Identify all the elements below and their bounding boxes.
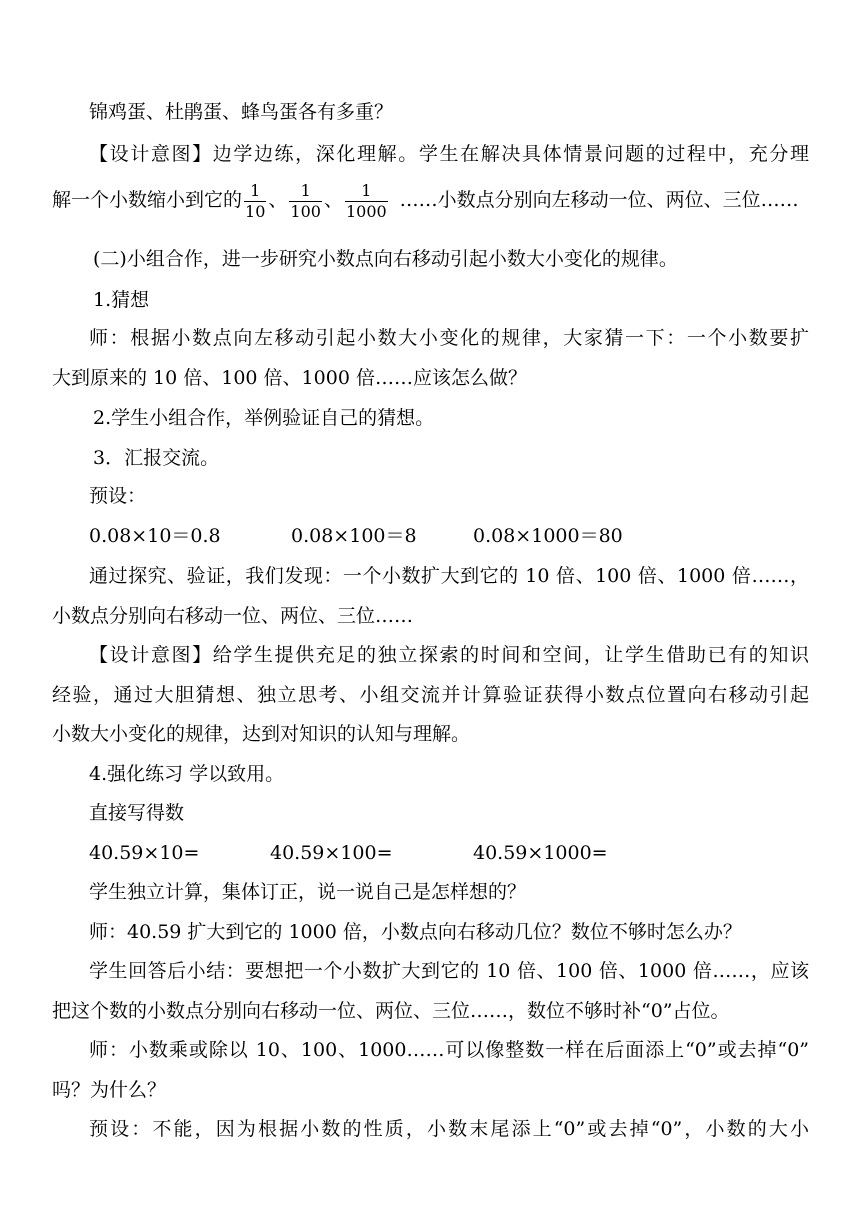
paragraph-line: 锦鸡蛋、杜鹃蛋、蜂鸟蛋各有多重？ <box>89 101 394 123</box>
fraction-line-suffix: ……小数点分别向左移动一位、两位、三位…… <box>399 189 799 211</box>
equation: 0.08×1000＝80 <box>473 525 623 547</box>
paragraph-line: 师：40.59 扩大到它的 1000 倍，小数点向右移动几位？数位不够时怎么办？ <box>89 921 742 943</box>
step-heading: 3．汇报交流。 <box>93 447 220 469</box>
paragraph-line: 小数点分别向右移动一位、两位、三位…… <box>52 605 414 627</box>
paragraph-line: 小数大小变化的规律，达到对知识的认知与理解。 <box>52 723 471 745</box>
fraction-line <box>52 180 799 222</box>
equation: 0.08×10＝0.8 <box>89 525 221 547</box>
design-intent-line: 【设计意图】边学边练，深化理解。学生在解决具体情景问题的过程中，充分理 <box>89 143 809 165</box>
paragraph-line: 师：小数乘或除以 10、100、1000……可以像整数一样在后面添上“0”或去掉“0” <box>89 1039 809 1061</box>
fraction-separator: 、 <box>323 189 343 211</box>
exercise-instruction: 直接写得数 <box>89 802 185 824</box>
fraction-one-thousandth: $\frac{1}{1000}$ <box>345 180 387 221</box>
paragraph-line: 吗？为什么？ <box>52 1079 167 1101</box>
paragraph-line: 预设：不能，因为根据小数的性质，小数末尾添上“0”或去掉“0”，小数的大小 <box>89 1118 809 1140</box>
paragraph-line: 通过探究、验证，我们发现：一个小数扩大到它的 10 倍、100 倍、1000 倍……， <box>89 565 809 587</box>
fraction-separator: 、 <box>268 189 288 211</box>
paragraph-line: 把这个数的小数点分别向右移动一位、两位、三位……，数位不够时补“0”占位。 <box>52 1000 730 1022</box>
paragraph-line: 学生独立计算，集体订正，说一说自己是怎样想的？ <box>89 881 527 903</box>
equation: 0.08×100＝8 <box>291 525 417 547</box>
paragraph-line: 师：根据小数点向左移动引起小数大小变化的规律，大家猜一下：一个小数要扩 <box>89 327 809 349</box>
section-heading: (二)小组合作，进一步研究小数点向右移动引起小数大小变化的规律。 <box>93 248 678 270</box>
design-intent-line: 【设计意图】给学生提供充足的独立探索的时间和空间，让学生借助已有的知识 <box>89 644 809 666</box>
exercise-equation: 40.59×1000= <box>473 842 608 864</box>
fraction-one-hundredth: $\frac{1}{100}$ <box>290 180 321 221</box>
step-heading: 1.猜想 <box>93 289 150 311</box>
equation-row <box>89 841 789 865</box>
paragraph-line: 大到原来的 10 倍、100 倍、1000 倍……应该怎么做？ <box>52 367 527 389</box>
preset-label: 预设： <box>89 485 147 507</box>
paragraph-line: 经验，通过大胆猜想、独立思考、小组交流并计算验证获得小数点位置向右移动引起 <box>52 684 809 706</box>
exercise-equation: 40.59×10= <box>89 842 200 864</box>
step-heading: 4.强化练习 学以致用。 <box>89 763 285 785</box>
step-heading: 2.学生小组合作，举例验证自己的猜想。 <box>93 407 435 429</box>
fraction-line-prefix: 解一个小数缩小到它的 <box>52 189 243 211</box>
equation-row <box>89 524 789 548</box>
exercise-equation: 40.59×100= <box>270 842 393 864</box>
fraction-one-tenth: $\frac{1}{10}$ <box>245 180 266 221</box>
paragraph-line: 学生回答后小结：要想把一个小数扩大到它的 10 倍、100 倍、1000 倍……，应该 <box>89 960 809 982</box>
